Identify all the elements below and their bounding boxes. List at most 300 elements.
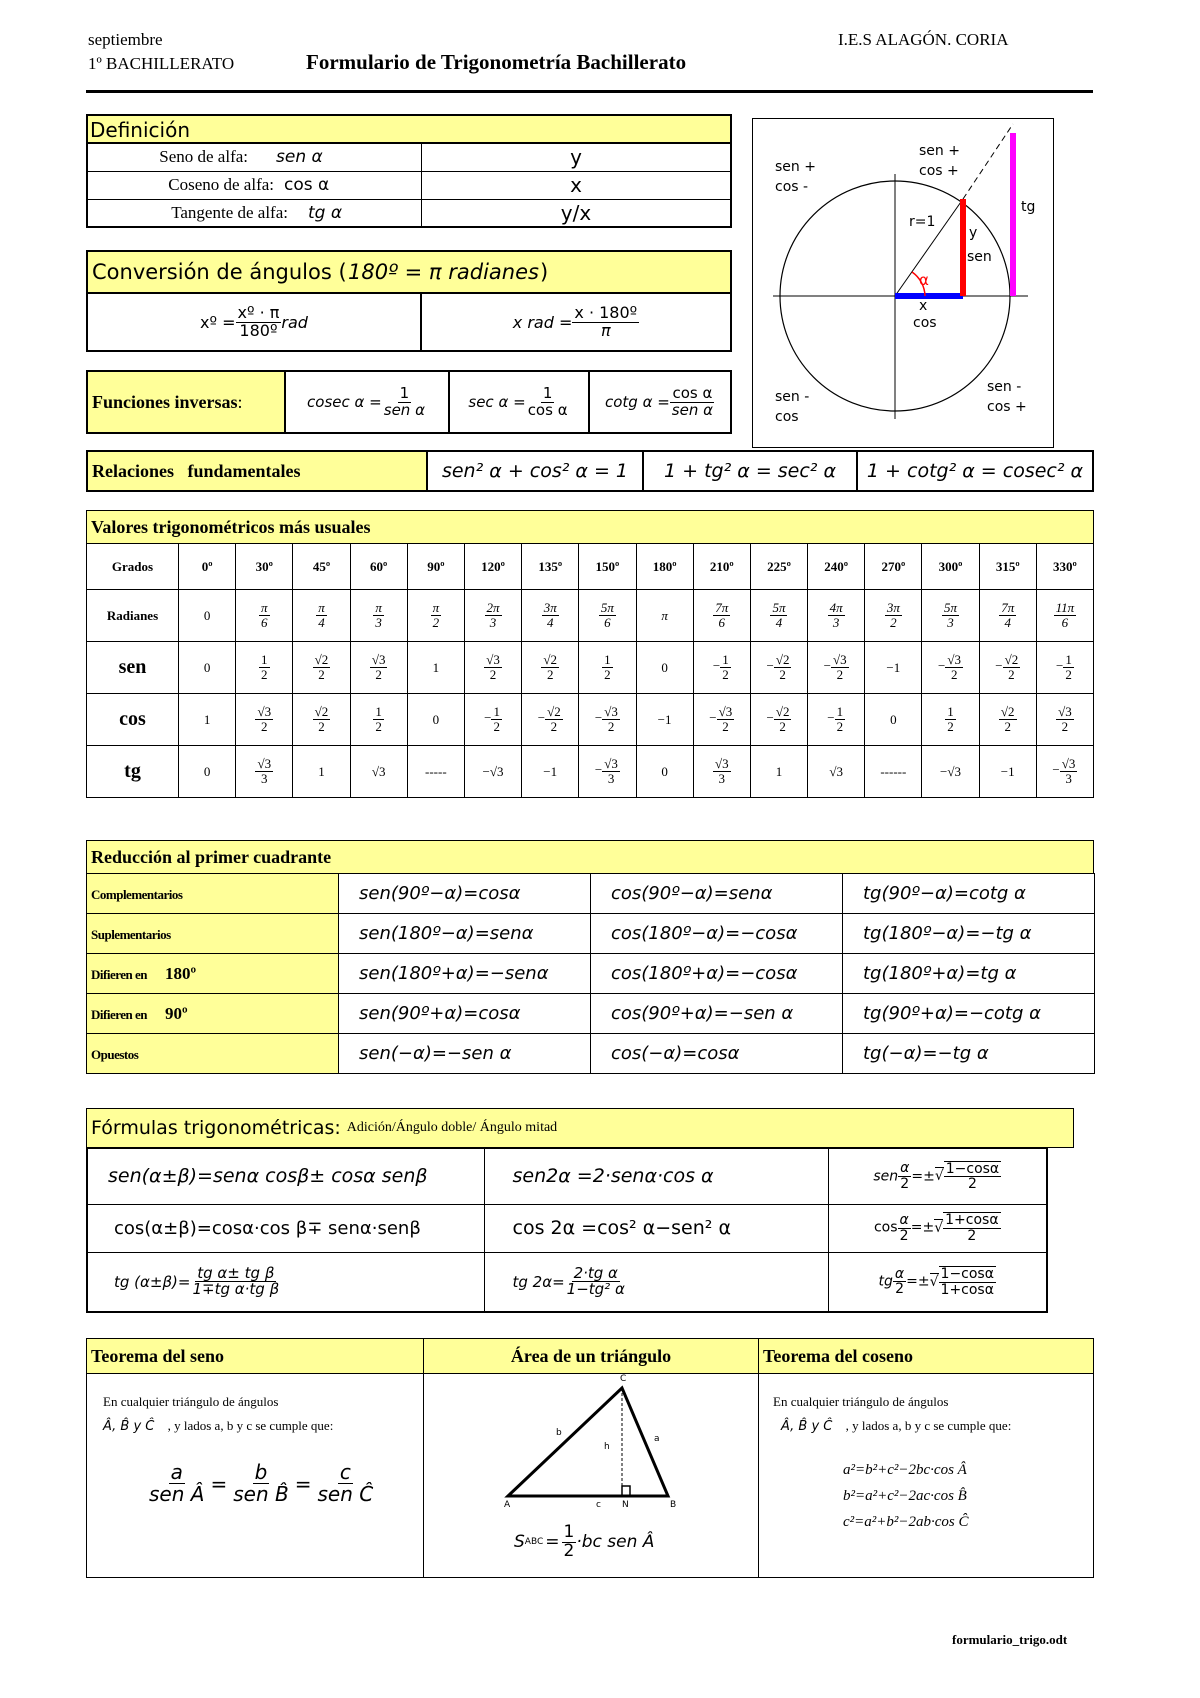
- rad-frac: [1054, 601, 1077, 629]
- inversas-cosec: [284, 370, 450, 434]
- val-den: 2: [318, 667, 325, 682]
- valores-cell: [979, 694, 1036, 746]
- val-den: 2: [1065, 667, 1072, 682]
- formulas-title: [86, 1108, 1074, 1148]
- half-tg-arg: [893, 1267, 906, 1297]
- reduccion-formula: tg(180º−α)=−tg α: [843, 914, 1095, 954]
- sec-lhs: sec α =: [468, 393, 526, 411]
- val-num: 1: [836, 704, 844, 720]
- q1-sen: sen +: [919, 143, 960, 159]
- reduccion-formula: sen(−α)=−sen α: [339, 1034, 591, 1074]
- seno-frac-a: [147, 1462, 206, 1505]
- valores-cell: [865, 590, 922, 642]
- reduccion-formula: tg(90º+α)=−cotg α: [843, 994, 1095, 1034]
- conversion-left: [86, 292, 422, 352]
- conv-right-num: x · 180º: [574, 302, 638, 322]
- valores-cell: [808, 746, 865, 798]
- cosec-lhs: cosec α =: [307, 393, 382, 411]
- val-num: −1: [657, 711, 672, 727]
- val-num: 0: [203, 659, 211, 675]
- val-frac: [373, 705, 384, 733]
- val-frac: [835, 705, 846, 733]
- val-num: 1: [493, 704, 500, 720]
- lbl-h: h: [604, 1442, 610, 1452]
- rad-den: 3: [947, 615, 954, 630]
- rad-den: 3: [375, 615, 382, 630]
- reduccion-formula: sen(90º−α)=cosα: [339, 874, 591, 914]
- valores-cell: [1036, 694, 1093, 746]
- q2-label: [775, 157, 816, 197]
- cosec-frac: [382, 383, 427, 419]
- relaciones-title: [86, 450, 428, 492]
- valores-cell: [350, 694, 407, 746]
- valores-section: [86, 510, 1094, 822]
- conv-right-lhs: x rad =: [512, 312, 573, 332]
- reduccion-title-text: Reducción al primer cuadrante: [91, 846, 332, 867]
- formulas-subtitle: Adición/Ángulo doble/ Ángulo mitad: [346, 1120, 558, 1135]
- half-cos-frac: [943, 1212, 1000, 1243]
- reduccion-formula: cos(90º−α)=senα: [591, 874, 843, 914]
- sqrt-cos: √: [934, 1220, 944, 1236]
- val-num: 0: [432, 711, 440, 727]
- conversion-formula: 180º = π radianes: [348, 260, 539, 284]
- val-den: 2: [261, 667, 268, 682]
- val-num: √2: [547, 704, 561, 720]
- val-den: 2: [1004, 719, 1011, 734]
- half-pm: =±: [906, 1273, 930, 1290]
- half-a: α: [899, 1211, 909, 1228]
- rad-frac: [885, 601, 902, 629]
- valores-cell: [979, 746, 1036, 798]
- q2-cos: cos -: [775, 179, 809, 195]
- reduccion-label-text: Suplementarios: [91, 926, 171, 942]
- val-num: √2: [1004, 652, 1019, 668]
- valores-cell: 120º: [464, 544, 521, 590]
- half-a: α: [894, 1265, 905, 1282]
- conv-left-lhs: xº =: [200, 312, 236, 332]
- val-num: 0: [661, 659, 668, 675]
- valores-cell: 240º: [808, 544, 865, 590]
- relaciones-section: [86, 450, 1094, 492]
- half-sen-den: 2: [967, 1176, 977, 1193]
- def-expr: sen α: [276, 147, 323, 168]
- val-den: 2: [722, 667, 729, 682]
- half-2: 2: [899, 1227, 909, 1244]
- formula-sen-half: [828, 1148, 1047, 1204]
- seno-frac-b: [231, 1462, 290, 1505]
- reduccion-row: [87, 994, 1095, 1034]
- reduccion-table: [86, 873, 1095, 1074]
- coseno-f3: c²=a²+b²−2ab·cos Ĉ: [843, 1514, 969, 1530]
- val-sign: −: [712, 658, 721, 674]
- reduccion-label-text: Difieren en: [91, 1006, 147, 1022]
- def-value: y/x: [422, 199, 732, 227]
- def-row-sen: [87, 143, 422, 171]
- q4-label: [987, 377, 1027, 417]
- val-num: √3: [829, 763, 843, 779]
- val-den: 2: [604, 667, 611, 682]
- rad-den: 6: [604, 615, 611, 630]
- rad-num: 5π: [772, 600, 786, 616]
- valores-row-grados: [87, 544, 1094, 590]
- coseno-angles: Â, B̂ y Ĉ: [781, 1419, 833, 1434]
- valores-title: [86, 510, 1094, 544]
- valores-cell: [464, 746, 521, 798]
- rad-num: π: [318, 600, 325, 616]
- rad-frac: [542, 601, 559, 629]
- header-course: 1º BACHILLERATO: [88, 54, 235, 73]
- half-sen-arg: [898, 1161, 911, 1191]
- relacion-3: 1 + cotg² α = cosec² α: [856, 450, 1094, 492]
- val-frac: [602, 705, 620, 733]
- teoremas-section: [86, 1338, 1094, 1578]
- val-frac: [602, 653, 613, 681]
- lbl-C: C: [620, 1374, 627, 1384]
- reduccion-label: [87, 1034, 339, 1074]
- val-num: 1: [261, 652, 268, 668]
- seno-title: [86, 1338, 424, 1374]
- footer-filename: formulario_trigo.odt: [952, 1632, 1068, 1647]
- valores-cell: [236, 590, 293, 642]
- valores-cell: [922, 590, 979, 642]
- rad-den: 4: [546, 615, 554, 630]
- sec-frac: [526, 383, 570, 419]
- val-num: √3: [947, 652, 962, 668]
- reduccion-row: [87, 874, 1095, 914]
- coseno-title: [758, 1338, 1094, 1374]
- val-den: 3: [718, 771, 726, 786]
- val-num: 0: [661, 763, 668, 779]
- valores-cell: [636, 590, 693, 642]
- area-den: 2: [563, 1540, 575, 1561]
- formula-sen-sum: sen(α±β)=senα cosβ± cosα senβ: [87, 1148, 484, 1204]
- lbl-N: N: [622, 1500, 629, 1510]
- val-den: 2: [493, 719, 500, 734]
- valores-table: [86, 543, 1094, 798]
- sqrt-tg: √: [929, 1273, 939, 1290]
- valores-cell: 60º: [350, 544, 407, 590]
- val-sign: −: [594, 762, 603, 778]
- reduccion-label: [87, 954, 339, 994]
- rad-den: 6: [1061, 615, 1069, 630]
- valores-cell: [1036, 590, 1093, 642]
- def-value: x: [422, 171, 732, 199]
- valores-cell: 225º: [750, 544, 807, 590]
- q4-sen: sen -: [987, 379, 1022, 395]
- half-tg-den: 1+cosα: [940, 1281, 994, 1298]
- formula-sen-double: sen2α =2·senα·cos α: [484, 1148, 828, 1204]
- def-expr: tg α: [308, 202, 343, 223]
- val-num: 0: [890, 711, 897, 727]
- conv-left-den: 180º: [239, 320, 278, 340]
- reduccion-label-text: Complementarios: [91, 886, 183, 902]
- val-num: √3: [833, 652, 847, 668]
- half-2: 2: [900, 1175, 910, 1192]
- area-body: [423, 1373, 759, 1578]
- val-num: −√3: [940, 763, 962, 779]
- valores-cell: [236, 642, 293, 694]
- valores-cell: [865, 642, 922, 694]
- val-sign: −: [766, 658, 774, 674]
- triangle: [508, 1388, 668, 1496]
- val-den: 2: [261, 719, 268, 734]
- val-den: 2: [779, 667, 786, 682]
- inversas-sec: [448, 370, 590, 434]
- rad-frac: [713, 601, 730, 629]
- val-sign: −: [594, 710, 603, 726]
- seno-text2: , y lados a, b y c se cumple que:: [167, 1418, 334, 1433]
- rad-frac: [999, 601, 1016, 629]
- reduccion-formula: cos(90º+α)=−sen α: [591, 994, 843, 1034]
- valores-cell: 150º: [579, 544, 636, 590]
- rad-num: π: [375, 600, 382, 616]
- rad-den: 2: [432, 615, 440, 630]
- conversion-title: [86, 250, 732, 294]
- valores-cell: [236, 746, 293, 798]
- val-frac: [999, 705, 1017, 733]
- val-den: 2: [836, 719, 844, 734]
- area-num: 1: [563, 1522, 575, 1542]
- reduccion-label: [87, 914, 339, 954]
- val-frac: [720, 653, 731, 681]
- q4-cos: cos +: [987, 399, 1027, 415]
- val-num: √3: [257, 756, 272, 772]
- seno-text2-line: [103, 1418, 333, 1434]
- half-cos-fn: cos: [873, 1220, 898, 1236]
- definicion-section: [86, 114, 732, 234]
- inversas-title-text: Funciones inversas: [92, 391, 238, 412]
- valores-cell: [922, 694, 979, 746]
- valores-row-cos: [87, 694, 1094, 746]
- half-pm: =±: [910, 1220, 935, 1236]
- area-title-text: Área de un triángulo: [510, 1345, 672, 1366]
- val-num: √2: [1000, 704, 1015, 720]
- val-den: 2: [375, 667, 382, 682]
- valores-cell: [750, 694, 807, 746]
- coseno-title-text: Teorema del coseno: [763, 1345, 913, 1366]
- val-num: 1: [432, 659, 440, 675]
- valores-cell: [693, 642, 750, 694]
- definicion-title-text: Definición: [90, 118, 190, 142]
- valores-cell: [636, 694, 693, 746]
- rad-den: 4: [775, 615, 783, 630]
- unit-circle-figure: [752, 118, 1054, 448]
- val-frac: [313, 653, 331, 681]
- lbl-a: a: [654, 1434, 660, 1444]
- val-num: 1: [318, 763, 325, 779]
- valores-cell: [693, 694, 750, 746]
- page-title: Formulario de Trigonometría Bachillerato: [306, 50, 687, 74]
- q3-label: [775, 387, 809, 427]
- val-frac: [602, 757, 620, 785]
- val-frac: [945, 705, 956, 733]
- val-den: 2: [550, 719, 558, 734]
- reduccion-row: [87, 954, 1095, 994]
- val-num: 0: [203, 763, 211, 779]
- seno-sa: sen Â: [149, 1482, 205, 1506]
- valores-cell: [293, 694, 350, 746]
- valores-cell: [293, 746, 350, 798]
- coseno-f1: a²=b²+c²−2bc·cos Â: [843, 1462, 967, 1478]
- lbl-c: c: [596, 1500, 601, 1510]
- lbl-A: A: [504, 1500, 511, 1510]
- rad-num: π: [261, 600, 268, 616]
- valores-cell: [407, 642, 464, 694]
- val-num: 1: [722, 652, 729, 668]
- valores-cell: [522, 746, 579, 798]
- inversas-title: [86, 370, 286, 434]
- reduccion-formula: cos(180º+α)=−cosα: [591, 954, 843, 994]
- valores-cell: [179, 642, 236, 694]
- def-label: Tangente de alfa:: [171, 202, 288, 222]
- val-num: √3: [718, 704, 733, 720]
- reduccion-title: [86, 840, 1094, 874]
- q3-cos: cos: [775, 409, 799, 425]
- val-frac: [774, 705, 792, 733]
- val-num: √3: [257, 704, 272, 720]
- radius-label: r=1: [909, 214, 936, 230]
- val-den: 2: [779, 719, 786, 734]
- val-sign: −: [537, 710, 546, 726]
- conv-left-frac: [236, 302, 282, 340]
- val-frac: [541, 653, 559, 681]
- reduccion-formula: sen(90º+α)=cosα: [339, 994, 591, 1034]
- header: [0, 0, 1200, 100]
- val-frac: [313, 705, 331, 733]
- val-sign: −: [484, 710, 492, 726]
- valores-cell: [179, 694, 236, 746]
- val-num: √3: [1061, 756, 1076, 772]
- seno-c: c: [339, 1460, 351, 1484]
- sqrt-sen: √: [934, 1168, 944, 1185]
- formulas-table: [86, 1147, 1048, 1313]
- half-cos-num: 1+cosα: [945, 1212, 999, 1229]
- lbl-B: B: [670, 1500, 677, 1510]
- reduccion-label: [87, 994, 339, 1034]
- val-num: √3: [371, 763, 386, 779]
- valores-cell: 330º: [1036, 544, 1093, 590]
- seno-angles: Â, B̂ y Ĉ: [103, 1419, 155, 1434]
- valores-cell: [350, 746, 407, 798]
- val-den: 3: [607, 771, 615, 786]
- valores-cell: [464, 694, 521, 746]
- inversas-section: [86, 370, 732, 434]
- seno-body: [86, 1373, 424, 1578]
- formula-tg-sum: [87, 1252, 484, 1312]
- reduccion-label-text: Difieren en: [91, 966, 147, 982]
- rad-val: 0: [203, 607, 211, 623]
- val-den: 2: [722, 719, 729, 734]
- reduccion-section: [86, 840, 1094, 1090]
- val-sign: −: [938, 658, 946, 674]
- seno-eq2: =: [294, 1471, 312, 1496]
- seno-text1: En cualquier triángulo de ángulos: [103, 1394, 279, 1409]
- formulas-title-text: Fórmulas trigonométricas:: [91, 1117, 341, 1139]
- rad-den: 6: [718, 615, 726, 630]
- reduccion-formula: tg(−α)=−tg α: [843, 1034, 1095, 1074]
- tg-double-frac: [565, 1263, 627, 1299]
- valores-cell: [522, 590, 579, 642]
- inversas-cotg: [588, 370, 732, 434]
- valores-cell: [407, 746, 464, 798]
- val-den: 2: [375, 719, 382, 734]
- valores-cell: [579, 694, 636, 746]
- seno-frac-c: [315, 1462, 375, 1505]
- valores-cell: [808, 642, 865, 694]
- rad-den: 3: [832, 615, 840, 630]
- conv-left-num: xº · π: [237, 302, 280, 322]
- val-num: 1: [775, 763, 783, 779]
- rad-num: 7π: [715, 600, 729, 616]
- area-eq: =: [545, 1532, 560, 1553]
- val-num: 1: [604, 652, 611, 668]
- half-a: α: [900, 1160, 910, 1177]
- rad-num: 5π: [944, 600, 958, 616]
- val-num: ------: [880, 763, 907, 779]
- val-den: 2: [489, 667, 497, 682]
- val-frac: [370, 653, 388, 681]
- rad-frac: [373, 601, 384, 629]
- tg-double-den: 1−tg² α: [566, 1280, 625, 1299]
- formula-tg-double: [484, 1252, 828, 1312]
- valores-cell: [750, 746, 807, 798]
- relacion-1: sen² α + cos² α = 1: [426, 450, 644, 492]
- rad-num: 3π: [886, 600, 900, 616]
- rad-den: 2: [890, 615, 897, 630]
- val-num: √3: [604, 704, 618, 720]
- valores-label-radianes: Radianes: [87, 590, 179, 642]
- valores-cell: [522, 694, 579, 746]
- valores-cell: [636, 642, 693, 694]
- tg-label: tg: [1021, 199, 1036, 215]
- q3-sen: sen -: [775, 389, 810, 405]
- val-num: √2: [775, 704, 790, 720]
- formulas-section: [86, 1108, 1074, 1314]
- valores-cell: [179, 746, 236, 798]
- rad-num: 4π: [829, 600, 843, 616]
- val-frac: [1003, 653, 1021, 681]
- valores-label-tg: tg: [87, 746, 179, 798]
- val-den: 2: [318, 719, 325, 734]
- val-num: √3: [1058, 704, 1072, 720]
- valores-cell: 0º: [179, 544, 236, 590]
- area-S: S: [514, 1532, 525, 1553]
- valores-cell: [407, 694, 464, 746]
- val-sign: −: [827, 710, 835, 726]
- tg-sum-frac: [190, 1263, 281, 1299]
- half-cos-den: 2: [967, 1228, 977, 1244]
- rad-val: π: [661, 607, 668, 623]
- val-num: √2: [775, 652, 790, 668]
- val-num: 1: [375, 704, 382, 720]
- val-frac: [1056, 705, 1074, 733]
- valores-title-text: Valores trigonométricos más usuales: [91, 516, 371, 537]
- area-title: [423, 1338, 759, 1374]
- coseno-f2: b²=a²+c²−2ac·cos B̂: [843, 1488, 967, 1504]
- reduccion-label-extra: 180º: [165, 963, 197, 983]
- valores-cell: [865, 746, 922, 798]
- formula-cos-half: [828, 1204, 1047, 1252]
- conversion-section: [86, 250, 732, 352]
- valores-cell: [179, 590, 236, 642]
- valores-cell: [1036, 642, 1093, 694]
- rad-num: 3π: [543, 600, 557, 616]
- q1-label: [919, 141, 960, 181]
- cos-label: cos: [913, 315, 937, 331]
- rad-num: 7π: [1001, 600, 1015, 616]
- valores-cell: [750, 642, 807, 694]
- seno-sc: sen Ĉ: [317, 1482, 374, 1506]
